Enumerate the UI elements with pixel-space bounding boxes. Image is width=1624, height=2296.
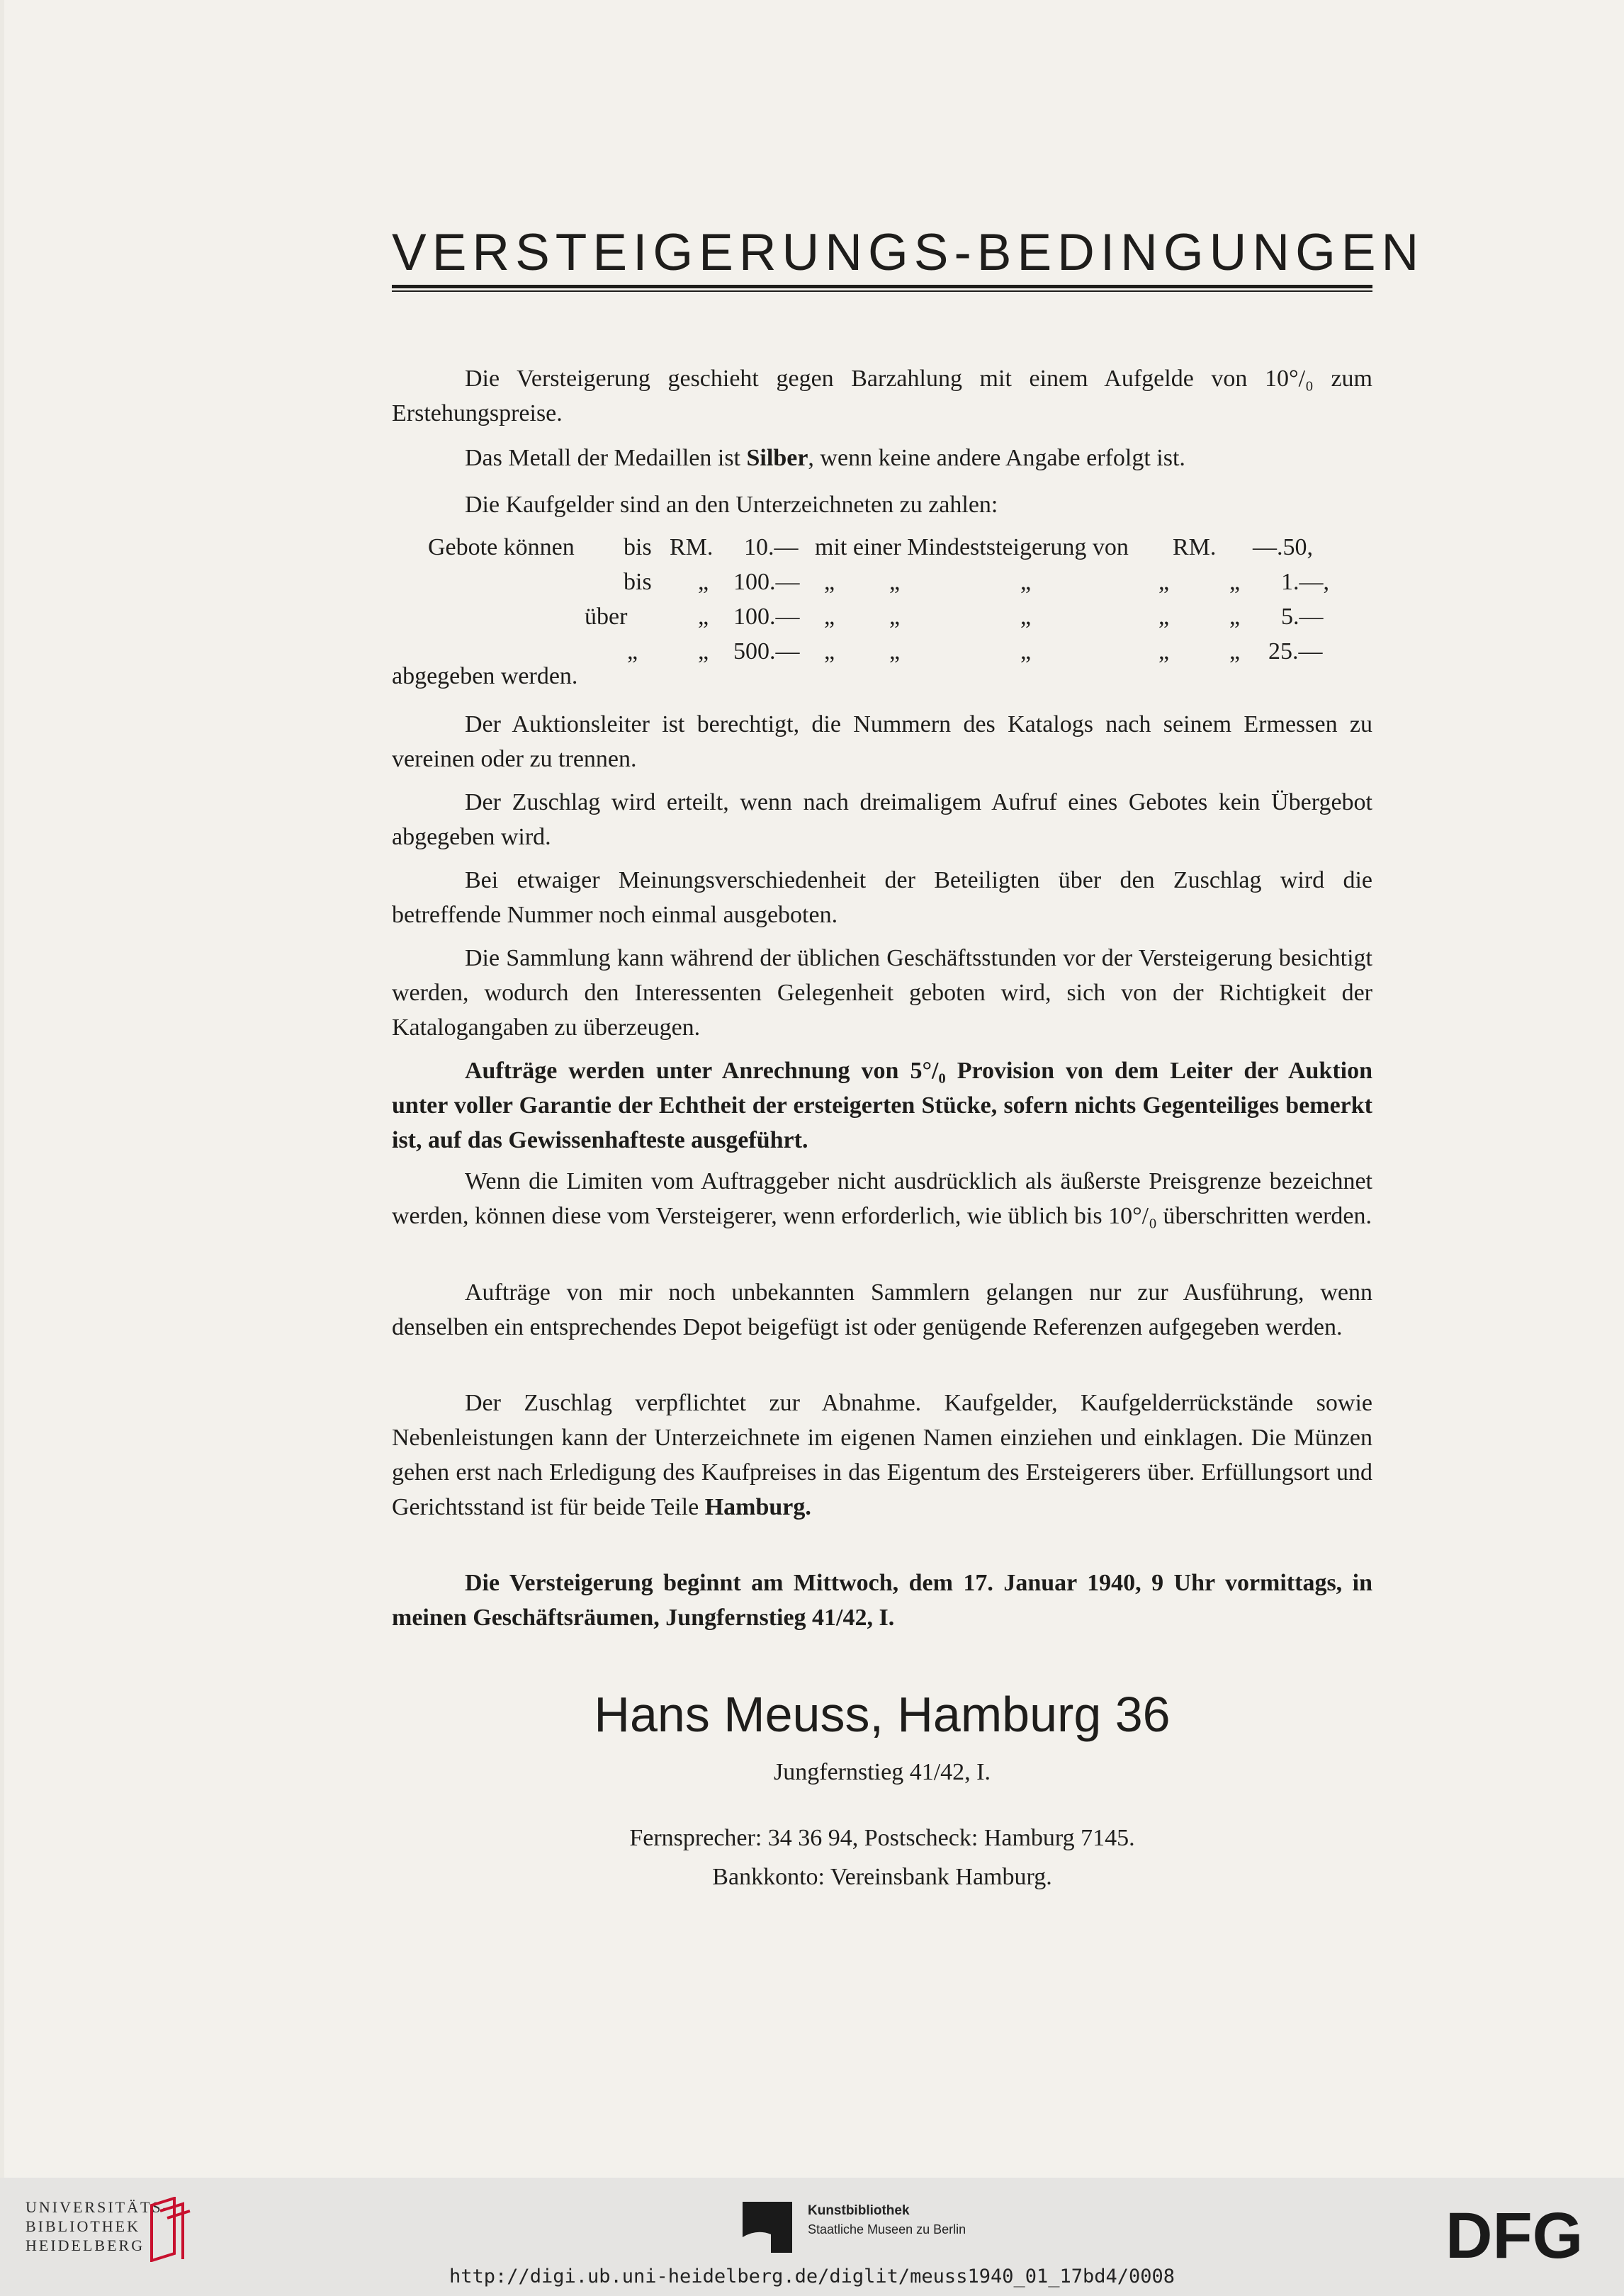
kunstbibliothek-logo[interactable] [808, 2202, 966, 2239]
bid-table-tail: abgegeben werden. [392, 663, 578, 689]
obligation-hamburg: Hamburg. [704, 1494, 811, 1520]
bid-row4-amount: 500.— [733, 638, 800, 665]
company-name: Hans Meuss, Hamburg 36 [594, 1687, 1171, 1742]
bid-row1-currency2: RM. [1173, 534, 1217, 560]
kunstbibliothek-mark-icon [743, 2202, 792, 2253]
street-address: Jungfernstieg 41/42, I. [774, 1759, 991, 1785]
paragraph-payee: Die Kaufgelder sind an den Unterzeichneten zu zahlen: [465, 492, 998, 518]
paragraph-obligation [392, 1386, 1372, 1525]
bid-row4-ditto1: „ [698, 638, 709, 665]
bid-row3-ditto3: „ [889, 604, 901, 630]
bid-row3-amount: 100.— [733, 604, 800, 630]
university-mark-icon [146, 2197, 196, 2262]
bid-row3-step: 5.— [1281, 604, 1324, 630]
bid-row2-amount: 100.— [733, 569, 800, 595]
page-title: VERSTEIGERUNGS-BEDINGUNGEN [392, 224, 1425, 281]
bid-row1-step: —.50, [1253, 534, 1313, 560]
permalink-url[interactable]: http://digi.ub.uni-heidelberg.de/diglit/meuss1940_01_17bd4/0008 [449, 2266, 1175, 2287]
bid-row1-prep: bis [624, 534, 652, 560]
paragraph-payment: Die Versteigerung geschieht gegen Barzahlung mit einem Aufgelde von 10°/₀ zum Erstehungspreise. [392, 366, 1372, 426]
address-block [392, 1683, 1372, 1894]
paragraph-unknown-collectors: Aufträge von mir noch unbekannten Sammlern gelangen nur zur Ausführung, wenn denselben ein entsprechendes Depot beigefügt ist oder genügende Referenzen aufgegeben werden. [392, 1279, 1372, 1340]
paragraph-metal [392, 441, 1372, 475]
bid-row2-ditto4: „ [1020, 569, 1032, 595]
paragraph-commissions: Aufträge werden unter Anrechnung von 5°/₀ Provision von dem Leiter der Auktion unter voller Garantie der Echtheit der ersteigerten Stücke, sofern nichts Gegenteiliges bemerkt ist, auf das Gewissenhafteste ausgeführt. [392, 1058, 1372, 1153]
obligation-text: Der Zuschlag verpflichtet zur Abnahme. Kaufgelder, Kaufgelderrückstände sowie Nebenleistungen kann der Unterzeichnete im eigenen Namen einziehen und einklagen. Die Münzen gehen erst nach Erledigung des Kaufpreises in das Eigentum des Ersteigerers über. Erfüllungsort und Gerichtsstand ist für beide Teile [392, 1390, 1372, 1520]
dfg-logo-text: DFG [1445, 2207, 1584, 2263]
kunstbibliothek-name: Kunstbibliothek [808, 2203, 910, 2218]
phone-postal: Fernsprecher: 34 36 94, Postscheck: Hamburg 7145. [629, 1825, 1135, 1851]
bid-row3-prep: über [585, 604, 628, 630]
uni-logo-line3: HEIDELBERG [26, 2236, 145, 2254]
kunstbibliothek-subtitle: Staatliche Museen zu Berlin [808, 2222, 966, 2236]
bid-row4-ditto2: „ [824, 638, 835, 665]
bid-row3-ditto4: „ [1020, 604, 1032, 630]
bid-row3-ditto1: „ [698, 604, 709, 630]
bid-row1-currency: RM. [670, 534, 714, 560]
metal-text-post: , wenn keine andere Angabe erfolgt ist. [808, 445, 1185, 471]
title-rule-thin [392, 290, 1372, 292]
bid-row4-step: 25.— [1268, 638, 1323, 665]
bid-row4-ditto6: „ [1229, 638, 1241, 665]
bid-row1-text: mit einer Mindeststeigerung von [815, 534, 1129, 560]
bid-row2-ditto3: „ [889, 569, 901, 595]
title-rule [392, 285, 1372, 288]
metal-text-pre: Das Metall der Medaillen ist [465, 445, 747, 471]
bid-row1-amount: 10.— [744, 534, 799, 560]
bid-row2-ditto1: „ [698, 569, 709, 595]
paragraph-auctioneer-rights: Der Auktionsleiter ist berechtigt, die Nummern des Katalogs nach seinem Ermessen zu vereinen oder zu trennen. [392, 711, 1372, 772]
bid-row4-ditto0: „ [627, 638, 638, 665]
uni-logo-line2: BIBLIOTHEK [26, 2217, 140, 2235]
paragraph-dispute: Bei etwaiger Meinungsverschiedenheit der Beteiligten über den Zuschlag wird die betreffende Nummer noch einmal ausgeboten. [392, 867, 1372, 928]
dfg-logo[interactable] [1445, 2207, 1598, 2263]
paragraph-limits: Wenn die Limiten vom Auftraggeber nicht ausdrücklich als äußerste Preisgrenze bezeichnet werden, können diese vom Versteigerer, wenn erforderlich, wie üblich bis 10°/₀ überschritten werden. [392, 1168, 1372, 1229]
paragraph-viewing: Die Sammlung kann während der üblichen Geschäftsstunden vor der Versteigerung besichtigt werden, wodurch den Interessenten Gelegenheit geboten wird, sich von der Richtigkeit der Katalogangaben zu überzeugen. [392, 945, 1372, 1041]
bid-row4-ditto3: „ [889, 638, 901, 665]
bank-account: Bankkonto: Vereinsbank Hamburg. [712, 1864, 1052, 1890]
bid-row2-ditto5: „ [1158, 569, 1170, 595]
bid-row3-ditto5: „ [1158, 604, 1170, 630]
bid-row2-ditto6: „ [1229, 569, 1241, 595]
bid-row4-ditto5: „ [1158, 638, 1170, 665]
bid-row1-lead: Gebote können [428, 534, 575, 560]
paragraph-hammer: Der Zuschlag wird erteilt, wenn nach dreimaligem Aufruf eines Gebotes kein Übergebot abgegeben wird. [392, 789, 1372, 850]
bid-row4-ditto4: „ [1020, 638, 1032, 665]
paragraph-auction-start: Die Versteigerung beginnt am Mittwoch, dem 17. Januar 1940, 9 Uhr vormittags, in meinen Geschäftsräumen, Jungfernstieg 41/42, I. [392, 1570, 1372, 1631]
metal-silver: Silber [746, 445, 808, 471]
bid-row3-ditto2: „ [824, 604, 835, 630]
uni-logo-line1: UNIVERSITÄTS- [26, 2198, 170, 2216]
bid-row2-ditto2: „ [824, 569, 835, 595]
bid-row2-step: 1.—, [1281, 569, 1329, 595]
bid-row2-prep: bis [624, 569, 652, 595]
bid-row3-ditto6: „ [1229, 604, 1241, 630]
